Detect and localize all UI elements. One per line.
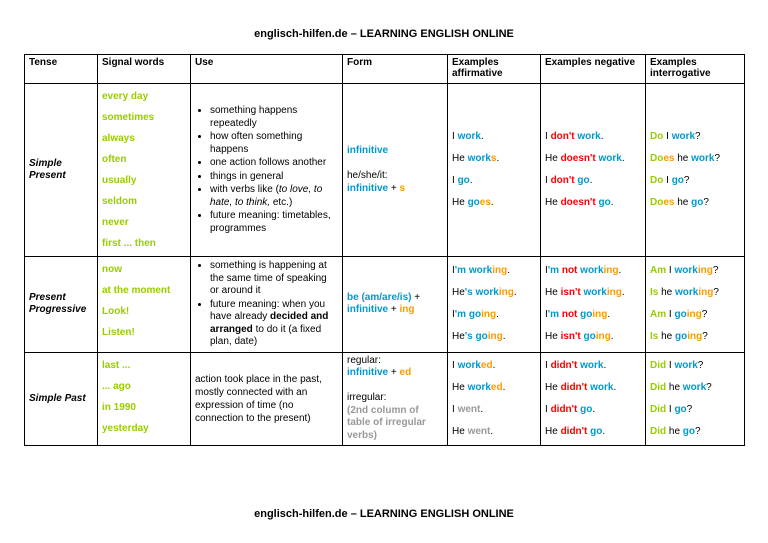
use-cell: • something is happening at the same time of speaking or around it • future meaning: when you have already decided and arranged to do it (a fixed plan, date) — [191, 257, 343, 353]
form-cell: be (am/are/is) + infinitive + ing — [343, 257, 448, 353]
examples-interrogative-cell: Am I working? Is he working? Am I going? Is he going? — [646, 257, 745, 353]
signal-words-cell: every day sometimes always often usually seldom never first ... then — [98, 84, 191, 257]
table-header-row — [25, 55, 745, 84]
col-header-form: Form — [343, 55, 448, 84]
col-header-signal-words: Signal words — [98, 55, 191, 84]
col-header-examples-affirmative: Examples affirmative — [448, 55, 541, 84]
form-cell: regular: infinitive + ed irregular: (2nd column of table of irregular verbs) — [343, 352, 448, 445]
examples-interrogative-cell: Did I work? Did he work? Did I go? Did he go? — [646, 352, 745, 445]
col-header-tense: Tense — [25, 55, 98, 84]
use-cell: action took place in the past, mostly connected with an expression of time (no connection to the present) — [191, 352, 343, 445]
row-simple-present — [25, 84, 745, 257]
row-simple-past — [25, 352, 745, 445]
form-cell: infinitive he/she/it: infinitive + s — [343, 84, 448, 257]
tense-label: Simple Past — [25, 352, 98, 445]
examples-negative-cell: I didn't work. He didn't work. I didn't go. He didn't go. — [541, 352, 646, 445]
tense-label: Present Progressive — [25, 257, 98, 353]
col-header-use: Use — [191, 55, 343, 84]
examples-negative-cell: I'm not working. He isn't working. I'm not going. He isn't going. — [541, 257, 646, 353]
footer-title: englisch-hilfen.de – LEARNING ENGLISH ONLINE — [254, 507, 514, 520]
header-title: englisch-hilfen.de – LEARNING ENGLISH ONLINE — [254, 28, 514, 40]
col-header-examples-interrogative: Examples interrogative — [646, 55, 745, 84]
col-header-examples-negative: Examples negative — [541, 55, 646, 84]
signal-words-cell: last ... ... ago in 1990 yesterday — [98, 352, 191, 445]
examples-affirmative-cell: I'm working. He's working. I'm going. He's going. — [448, 257, 541, 353]
examples-interrogative-cell: Do I work? Does he work? Do I go? Does he go? — [646, 84, 745, 257]
examples-affirmative-cell: I worked. He worked. I went. He went. — [448, 352, 541, 445]
signal-words-cell: now at the moment Look! Listen! — [98, 257, 191, 353]
examples-negative-cell: I don't work. He doesn't work. I don't go. He doesn't go. — [541, 84, 646, 257]
tense-label: Simple Present — [25, 84, 98, 257]
row-present-progressive — [25, 257, 745, 353]
tenses-table — [24, 54, 745, 446]
use-cell: • something happens repeatedly • how often something happens • one action follows another • things in general • with verbs like (to love, to hate, to think, etc.) • future meaning: timetables, programmes — [191, 84, 343, 257]
examples-affirmative-cell: I work. He works. I go. He goes. — [448, 84, 541, 257]
